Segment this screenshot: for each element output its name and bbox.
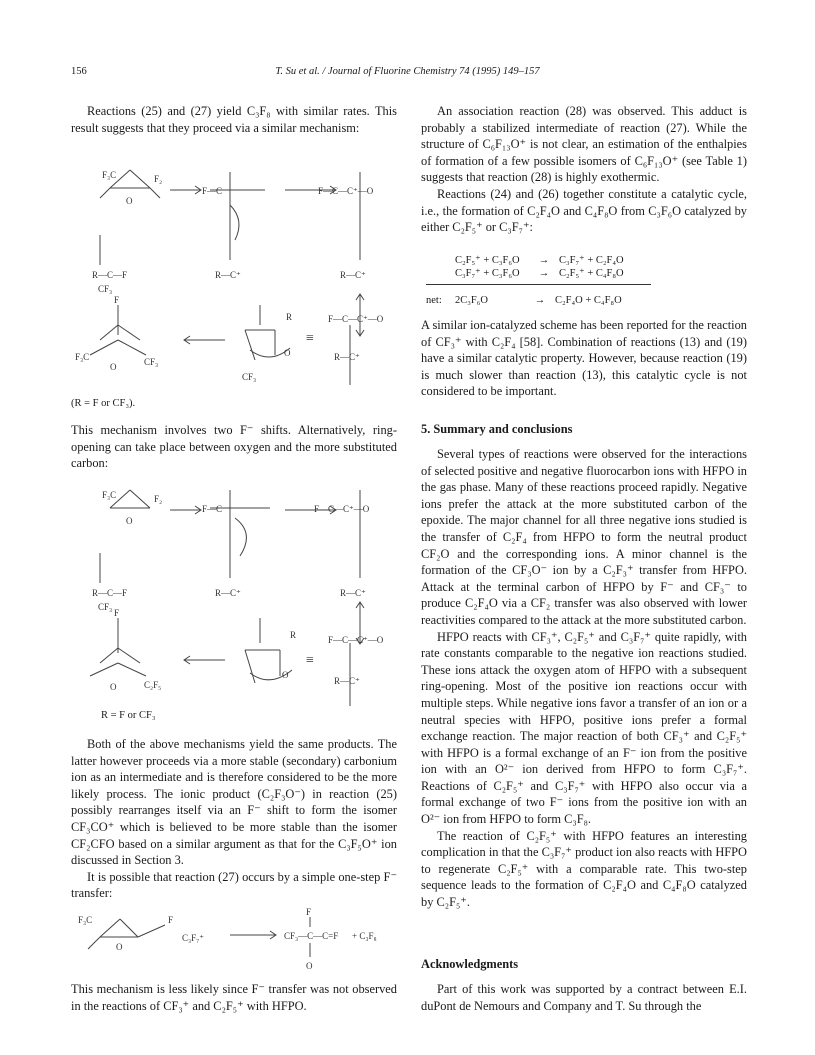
label-r: R: [286, 312, 293, 322]
label-o-3: O: [282, 670, 289, 680]
paragraph: This mechanism involves two F⁻ shifts. Alternatively, ring-opening can take place between oxygen and the more substituted carbon:: [71, 423, 397, 471]
right-column: [421, 103, 747, 236]
label-cf3-plain: CF₃: [98, 602, 113, 612]
label-rc-2: R—C⁺: [340, 588, 366, 598]
right-column-3: [421, 446, 747, 911]
reaction-scheme-1: [70, 160, 400, 395]
left-column-2: [71, 422, 397, 472]
equiv-sign: ≡: [306, 331, 314, 346]
paragraph: The reaction of C₂F₅⁺ with HFPO features an interesting complication in that the C₃F₇⁺ product ion also reacts with HFPO to regenerate C₂F₅⁺ with a comparable rate. This two-step sequence leads to the formation of C₂F₄O and C₄F₈O catalyzed by C₂F₅⁺.: [421, 828, 747, 910]
paragraph: Several types of reactions were observed for the interactions of selected positive and negative fluorocarbon ions with HFPO in the gas phase. Many of these reactions proceed rapidly. Negative ions prefer the attack at the more substituted carbon of the epoxide. The major channel for all three negative ions studied is the transfer of C₂F₄ from HFPO to form the neutral product CF₂O and the corresponding ions. A minor channel is the formation of the CF₃O⁻ ion by a C₂F₃⁺ transfer from HFPO. Attack at the terminal carbon of HFPO by F⁻ and CF₃⁻ to produce C₂F₄O via a CF₂ transfer was also observed with lower reactivities compared to the attack at the more substituted carbon.: [421, 447, 747, 627]
left-column-3: [71, 736, 397, 902]
scheme-3-drawing: [70, 905, 400, 975]
label-o-3: O: [284, 348, 291, 358]
label-c3f8: + C₃F₈: [352, 931, 377, 941]
label-rc-3: R—C⁺: [334, 352, 360, 362]
right-column-2: [421, 317, 747, 400]
scheme-1-caption: (R = F or CF₃).: [71, 398, 136, 409]
scheme-2-caption: R = F or CF₃: [101, 710, 156, 721]
label-f-top: F: [306, 907, 312, 917]
paragraph: Both of the above mechanisms yield the same products. The latter however proceeds via a more stable (secondary) carbonium ion as an intermediate and is therefore considered to be the more likely process. The ionic product (C₂F₃O⁻) in reaction (25) possibly rearranges itself via an F⁻ shift to form the isomer CF₃CO⁺ which is believed to be more stable than the isomer CF₂CFO based on a similar argument as that for the C₃F₅O⁺ ion discussed in Section 3.: [71, 737, 397, 868]
equation-row: C₃F₇⁺ + C₃F₆O → C₂F₅⁺ + C₄F₈O: [455, 268, 624, 279]
label-f-top: F: [114, 608, 120, 618]
label-cf3: F₃C: [102, 490, 117, 500]
label-f-c: F—C: [202, 504, 223, 514]
left-column: [71, 103, 397, 136]
scheme-1-drawing: [70, 160, 400, 395]
paragraph: Reactions (25) and (27) yield C₃F₈ with similar rates. This result suggests that they proceed via a similar mechanism:: [71, 104, 397, 135]
paragraph: Reactions (24) and (26) together constitute a catalytic cycle, i.e., the formation of C₂F₄O and C₄F₈O from C₃F₆O catalyzed by either C₂F₅⁺ or C₃F₇⁺:: [421, 186, 747, 235]
label-f-c: F—C: [202, 186, 223, 196]
scheme-2-drawing: [70, 478, 400, 718]
running-title: T. Su et al. / Journal of Fluorine Chemistry 74 (1995) 149–157: [275, 66, 540, 77]
label-ion-b: F—C—C⁺—O: [328, 635, 384, 645]
label-c2f5: C₂F₅: [144, 680, 162, 690]
acknowledgments-heading: Acknowledgments: [421, 957, 519, 971]
label-o-2: O: [110, 682, 117, 692]
paragraph: An association reaction (28) was observed. This adduct is probably a stabilized intermediate of reaction (27). While the structure of C₆F₁₃O⁺ is not clear, an estimation of the enthalpies of formation of a few possible isomers of C₆F₁₃O⁺ (see Table 1) suggests that reaction (28) is highly exothermic.: [421, 104, 747, 185]
label-cf3-2: F₃C: [75, 352, 90, 362]
catalytic-cycle-equations: [455, 254, 624, 280]
label-ion-a: F—C—C⁺—O: [318, 186, 374, 196]
paragraph: HFPO reacts with CF₃⁺, C₂F₅⁺ and C₃F₇⁺ quite rapidly, with rate constants comparable to the negative ion reactions studied. These ions attack the oxygen atom of HFPO with a subsequent ring-opening. Most of the positive ion reactions occur with multiple steps. While negative ions favor a transfer of an ion or a neutral species with HFPO, positive ions prefer a formal exchange reaction. The major reaction of both CF₃⁺ and C₂F₅⁺ with HFPO is a formal exchange of an F⁻ ion from the positive ion with an O²⁻ ion derived from HFPO to form C₃F₇⁺. Reactions of C₂F₅⁺ and C₃F₇⁺ with HFPO also occur via a formal exchange of two F⁻ ions from the positive ion with an O²⁻ ion from HFPO to form C₃F₈.: [421, 629, 747, 827]
paragraph: A similar ion-catalyzed scheme has been reported for the reaction of CF₃⁺ with C₂F₄ [58]. Combination of reactions (13) and (19) have a similar catalytic property. However, because reaction (19) is much slower than reaction (13), this catalytic cycle is not considered to be important.: [421, 318, 747, 399]
equation-divider: [426, 284, 651, 285]
label-f-top: F: [114, 295, 120, 305]
section-heading: 5. Summary and conclusions: [421, 422, 573, 436]
label-rc-2: R—C⁺: [340, 270, 366, 280]
net-equation: net: 2C₃F₆O → C₂F₄O + C₄F₈O: [426, 295, 622, 306]
label-c3f7-plus: C₃F₇⁺: [182, 933, 205, 943]
label-rc: R—C⁺: [215, 588, 241, 598]
reaction-scheme-3: [70, 905, 400, 975]
label-o-2: O: [306, 961, 313, 971]
paragraph: It is possible that reaction (27) occurs by a simple one-step F⁻ transfer:: [71, 869, 397, 901]
label-cf3-4: CF₃: [242, 372, 257, 382]
equation-row: C₂F₅⁺ + C₃F₆O → C₃F₇⁺ + C₂F₄O: [455, 255, 624, 266]
label-cf3: F₃C: [102, 170, 117, 180]
paragraph: Part of this work was supported by a contract between E.I. duPont de Nemours and Company and T. Su through the: [421, 982, 747, 1013]
label-rcf: R—C—F: [92, 270, 128, 280]
label-o: O: [126, 196, 133, 206]
label-o-2: O: [110, 362, 117, 372]
label-ion-a: F—C—C⁺—O: [314, 504, 370, 514]
label-f2: F₂: [154, 174, 163, 184]
paragraph: This mechanism is less likely since F⁻ transfer was not observed in the reactions of CF₃⁺ and C₂F₅⁺ with HFPO.: [71, 982, 397, 1013]
label-rcf: R—C—F: [92, 588, 128, 598]
equiv-sign: ≡: [306, 653, 314, 668]
right-column-4: [421, 981, 747, 1014]
label-f2: F₂: [154, 494, 163, 504]
label-cf3-plain: CF₃: [98, 284, 113, 294]
label-rc-3: R—C⁺: [334, 676, 360, 686]
label-cf3: F₃C: [78, 915, 93, 925]
left-column-4: [71, 981, 397, 1014]
label-rc: R—C⁺: [215, 270, 241, 280]
label-product: CF₃—C—C=F: [284, 931, 339, 941]
label-r: R: [290, 630, 297, 640]
reaction-scheme-2: [70, 478, 400, 718]
label-f: F: [168, 915, 174, 925]
label-ion-b: F—C—C⁺—O: [328, 314, 384, 324]
label-cf3-3: CF₃: [144, 357, 159, 367]
page-number: 156: [71, 66, 87, 77]
label-o: O: [116, 942, 123, 952]
label-o: O: [126, 516, 133, 526]
